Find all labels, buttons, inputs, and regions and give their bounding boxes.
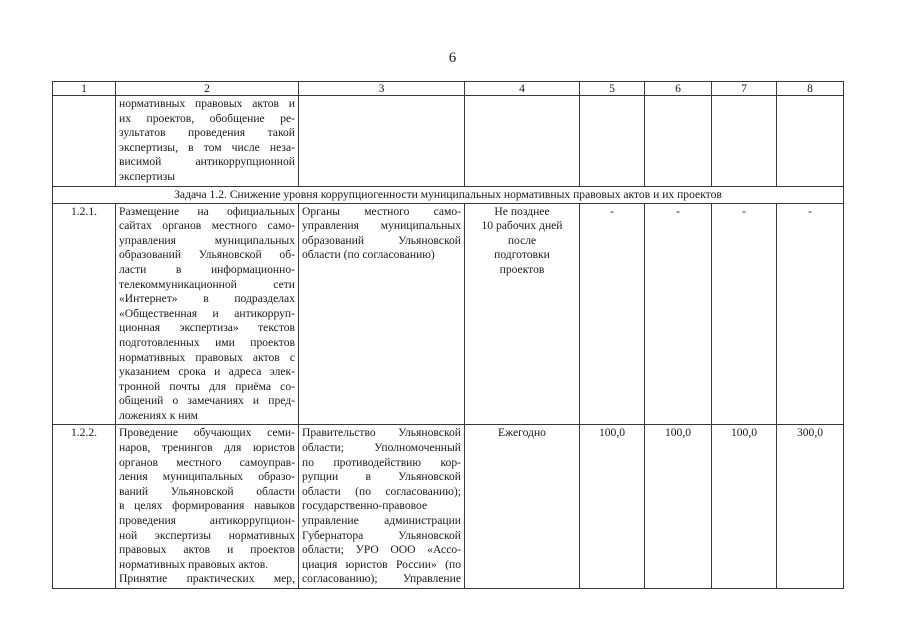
cont-col7-cell bbox=[712, 96, 777, 187]
row-1-2-2-description bbox=[116, 425, 299, 589]
header-cell-1: 1 bbox=[53, 82, 116, 96]
desc-line: управления муниципальных bbox=[119, 233, 295, 247]
cont-desc-line: зультатов проведения такой bbox=[119, 126, 295, 140]
row-1-2-1-col6: - bbox=[645, 203, 712, 425]
header-row bbox=[53, 82, 844, 96]
executor-line: области; Уполномоченный bbox=[302, 441, 461, 455]
header-cell-4: 4 bbox=[465, 82, 580, 96]
executor-line: по противодействию кор- bbox=[302, 455, 461, 469]
term-line: проектов bbox=[499, 262, 545, 276]
row-1-2-2-col7: 100,0 bbox=[712, 425, 777, 589]
cont-executor-cell bbox=[299, 96, 465, 187]
cont-desc-line: висимой антикоррупционной bbox=[119, 155, 295, 169]
executor-line: Губернатора Ульяновской bbox=[302, 528, 461, 542]
term-line: 10 рабочих дней bbox=[481, 219, 563, 233]
task-row bbox=[53, 186, 844, 203]
cont-desc-line: экспертизы bbox=[119, 169, 176, 183]
executor-line: согласованию); Управление bbox=[302, 572, 461, 586]
row-1-2-2-col6: 100,0 bbox=[645, 425, 712, 589]
desc-line: ваний Ульяновской области bbox=[119, 484, 295, 498]
header-cell-7: 7 bbox=[712, 82, 777, 96]
executor-line: области (по согласованию) bbox=[302, 248, 435, 262]
desc-line: указанием срока и адреса элек- bbox=[119, 365, 295, 379]
executor-line: образований Ульяновской bbox=[302, 233, 461, 247]
executor-line: циация юристов России» (по bbox=[302, 557, 461, 571]
header-cell-5: 5 bbox=[580, 82, 645, 96]
desc-line: в целях формирования навыков bbox=[119, 499, 295, 513]
row-1-2-2-term: Ежегодно bbox=[465, 425, 580, 589]
row-1-2-2-executor bbox=[299, 425, 465, 589]
row-1-2-1-col8: - bbox=[777, 203, 844, 425]
task-heading: Задача 1.2. Снижение уровня коррупциогенности муниципальных нормативных правовых актов и их проектов bbox=[53, 186, 844, 203]
header-cell-8: 8 bbox=[777, 82, 844, 96]
term-line: Не позднее bbox=[494, 204, 550, 218]
row-1-2-1-col5: - bbox=[580, 203, 645, 425]
cont-term-cell bbox=[465, 96, 580, 187]
cont-description-cell bbox=[116, 96, 299, 187]
header-cell-3: 3 bbox=[299, 82, 465, 96]
desc-line: «Интернет» в подразделах bbox=[119, 292, 295, 306]
measures-table bbox=[52, 81, 844, 589]
row-1-2-1-executor bbox=[299, 203, 465, 425]
desc-line: ласти в информационно- bbox=[119, 262, 295, 276]
row-1-2-2-col8: 300,0 bbox=[777, 425, 844, 589]
header-cell-6: 6 bbox=[645, 82, 712, 96]
executor-line: управления муниципальных bbox=[302, 219, 461, 233]
desc-line: ционная экспертиза» текстов bbox=[119, 321, 295, 335]
desc-line: Принятие практических мер, bbox=[119, 572, 295, 586]
desc-line: Размещение на официальных bbox=[119, 204, 295, 218]
row-1-2-2 bbox=[53, 425, 844, 589]
desc-line: общений о замечаниях и пред- bbox=[119, 394, 295, 408]
row-1-2-1-col7: - bbox=[712, 203, 777, 425]
desc-line: ной экспертизы нормативных bbox=[119, 528, 295, 542]
desc-line: тронной почты для приёма со- bbox=[119, 379, 295, 393]
cont-num-cell bbox=[53, 96, 116, 187]
executor-line: государственно-правовое bbox=[302, 499, 428, 513]
desc-line: сайтах органов местного само- bbox=[119, 219, 295, 233]
executor-line: рупции в Ульяновской bbox=[302, 470, 461, 484]
desc-line: проведения антикоррупцион- bbox=[119, 514, 295, 528]
page-number: 6 bbox=[448, 50, 457, 66]
desc-line: органов местного самоуправ- bbox=[119, 455, 295, 469]
cont-desc-line: их проектов, обобщение ре- bbox=[119, 111, 295, 125]
header-cell-2: 2 bbox=[116, 82, 299, 96]
desc-line: образований Ульяновской об- bbox=[119, 248, 295, 262]
desc-line: нормативных правовых актов. bbox=[119, 557, 269, 571]
row-1-2-1-term bbox=[465, 203, 580, 425]
desc-line: наров, тренингов для юристов bbox=[119, 441, 295, 455]
executor-line: области; УРО ООО «Ассо- bbox=[302, 543, 461, 557]
desc-line: телекоммуникационной сети bbox=[119, 277, 295, 291]
desc-line: нормативных правовых актов с bbox=[119, 350, 295, 364]
desc-line: ления муниципальных образо- bbox=[119, 470, 295, 484]
continuation-row bbox=[53, 96, 844, 187]
cont-desc-line: нормативных правовых актов и bbox=[119, 97, 295, 110]
row-1-2-1-number: 1.2.1. bbox=[53, 203, 116, 425]
row-1-2-1-description bbox=[116, 203, 299, 425]
desc-line: Проведение обучающих семи- bbox=[119, 426, 295, 440]
desc-line: «Общественная и антикорруп- bbox=[119, 306, 295, 320]
cont-col6-cell bbox=[645, 96, 712, 187]
desc-line: ложениях к ним bbox=[119, 408, 199, 422]
desc-line: подготовленных ими проектов bbox=[119, 335, 295, 349]
cont-desc-line: экспертизы, в том числе неза- bbox=[119, 140, 295, 154]
row-1-2-2-number: 1.2.2. bbox=[53, 425, 116, 589]
executor-line: Органы местного само- bbox=[302, 204, 461, 218]
term-line: подготовки bbox=[494, 248, 550, 262]
executor-line: области (по согласованию); bbox=[302, 484, 461, 498]
row-1-2-1 bbox=[53, 203, 844, 425]
executor-line: Правительство Ульяновской bbox=[302, 426, 461, 440]
executor-line: управление администрации bbox=[302, 514, 461, 528]
cont-col8-cell bbox=[777, 96, 844, 187]
desc-line: правовых актов и проектов bbox=[119, 543, 295, 557]
term-line: после bbox=[507, 233, 537, 247]
row-1-2-2-col5: 100,0 bbox=[580, 425, 645, 589]
cont-col5-cell bbox=[580, 96, 645, 187]
